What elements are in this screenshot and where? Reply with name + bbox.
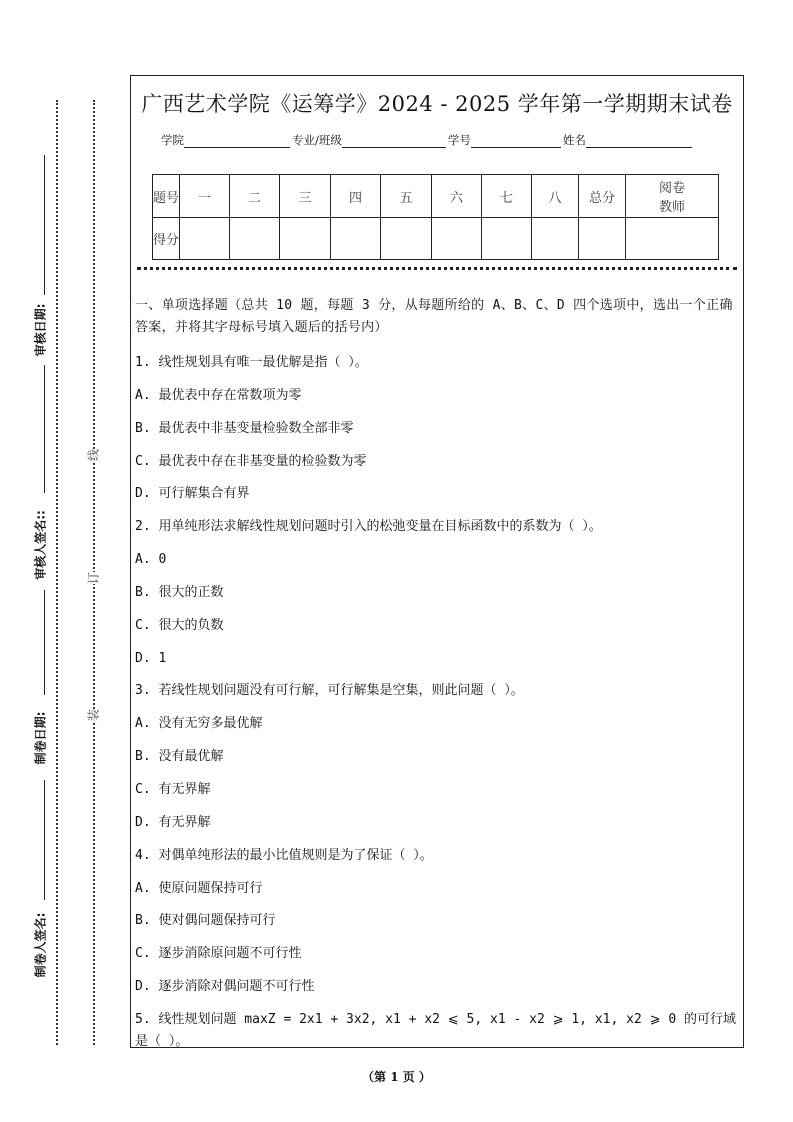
question-content: [135, 295, 737, 1053]
col-header: 阅卷教师: [626, 175, 719, 218]
binding-mark-ding: 订: [86, 571, 101, 585]
col-header: 总分: [579, 175, 626, 218]
student-id-field[interactable]: [471, 134, 561, 148]
major-class-field[interactable]: [342, 134, 446, 148]
answer-option: B. 最优表中非基变量检验数全部非零: [135, 420, 354, 436]
answer-option: D. 有无界解: [135, 814, 211, 830]
question-stem: 3. 若线性规划问题没有可行解，可行解集是空集，则此问题（ ）。: [135, 683, 524, 699]
score-cell[interactable]: [381, 218, 432, 260]
answer-option: C. 最优表中存在非基变量的检验数为零: [135, 453, 367, 469]
college-label: 学院: [161, 133, 184, 147]
signature-line: [44, 155, 45, 295]
question-stem: 4. 对偶单纯形法的最小比值规则是为了保证（ ）。: [135, 847, 433, 863]
name-label: 姓名: [562, 133, 586, 147]
score-cell[interactable]: [482, 218, 532, 260]
question-stem: 2. 用单纯形法求解线性规划问题时引入的松弛变量在目标函数中的系数为（ ）。: [135, 519, 602, 535]
binding-dotted-line-outer: [56, 100, 58, 1045]
section-heading: 一、单项选择题（总共 10 题，每题 3 分，从每题所给的 A、B、C、D 四个选项中，选出一个正确答案，并将其字母标号填入题后的括号内）: [135, 298, 733, 335]
reviewer-signature-label: 审核人签名::: [33, 510, 48, 580]
score-cell[interactable]: [579, 218, 626, 260]
exam-frame: [130, 75, 744, 1048]
answer-option: A. 最优表中存在常数项为零: [135, 387, 302, 403]
score-cell[interactable]: [432, 218, 482, 260]
answer-option: A. 0: [135, 552, 167, 568]
answer-option: A. 没有无穷多最优解: [135, 716, 263, 732]
question-number-header: 题号: [153, 175, 180, 218]
score-cell[interactable]: [331, 218, 381, 260]
answer-option: B. 没有最优解: [135, 749, 224, 765]
col-header: 二: [230, 175, 280, 218]
college-field[interactable]: [184, 134, 290, 148]
name-field[interactable]: [586, 134, 692, 148]
binding-mark-xian: 线: [86, 448, 101, 462]
question-5: 5. 线性规划问题 maxZ = 2x1 + 3x2, x1 + x2 ⩽ 5, x1 - x2 ⩾ 1, x1, x2 ⩾ 0 的可行域是（ ）。: [135, 1011, 736, 1049]
score-table: [152, 174, 719, 260]
score-cell[interactable]: [180, 218, 230, 260]
answer-option: B. 很大的正数: [135, 584, 224, 600]
col-header: 六: [432, 175, 482, 218]
signature-line: [44, 780, 45, 900]
score-cell[interactable]: [626, 218, 719, 260]
answer-option: D. 1: [135, 650, 167, 666]
student-id-label: 学号: [447, 133, 471, 147]
exam-title: 广西艺术学院《运筹学》2024 - 2025 学年第一学期期末试卷: [141, 92, 733, 116]
answer-option: D. 可行解集合有界: [135, 486, 250, 502]
review-date-label: 审核日期:: [33, 303, 48, 357]
col-header: 八: [532, 175, 579, 218]
paper-maker-signature-label: 制卷人签名:: [33, 912, 48, 978]
score-cell[interactable]: [230, 218, 280, 260]
col-header: 一: [180, 175, 230, 218]
major-class-label: 专业/班级: [292, 133, 342, 147]
col-header: 三: [280, 175, 331, 218]
student-info: [161, 132, 694, 148]
answer-option: C. 逐步消除原问题不可行性: [135, 946, 302, 962]
score-row-header: 得分: [153, 218, 180, 260]
col-header: 四: [331, 175, 381, 218]
answer-option: D. 逐步消除对偶问题不可行性: [135, 979, 315, 995]
paper-date-label: 制卷日期:: [33, 711, 48, 765]
col-header: 七: [482, 175, 532, 218]
dotted-separator: [137, 267, 737, 270]
question-stem: 1. 线性规划具有唯一最优解是指（ ）。: [135, 355, 368, 370]
answer-option: C. 很大的负数: [135, 617, 224, 633]
col-header: 五: [381, 175, 432, 218]
score-cell[interactable]: [280, 218, 331, 260]
signature-line: [44, 590, 45, 695]
binding-mark-zhuang: 装: [86, 708, 101, 722]
page-number: （第 1 页 ）: [362, 1070, 431, 1084]
signature-line: [44, 365, 45, 493]
score-cell[interactable]: [532, 218, 579, 260]
answer-option: A. 使原问题保持可行: [135, 880, 263, 896]
answer-option: B. 使对偶问题保持可行: [135, 913, 276, 929]
answer-option: C. 有无界解: [135, 781, 211, 797]
